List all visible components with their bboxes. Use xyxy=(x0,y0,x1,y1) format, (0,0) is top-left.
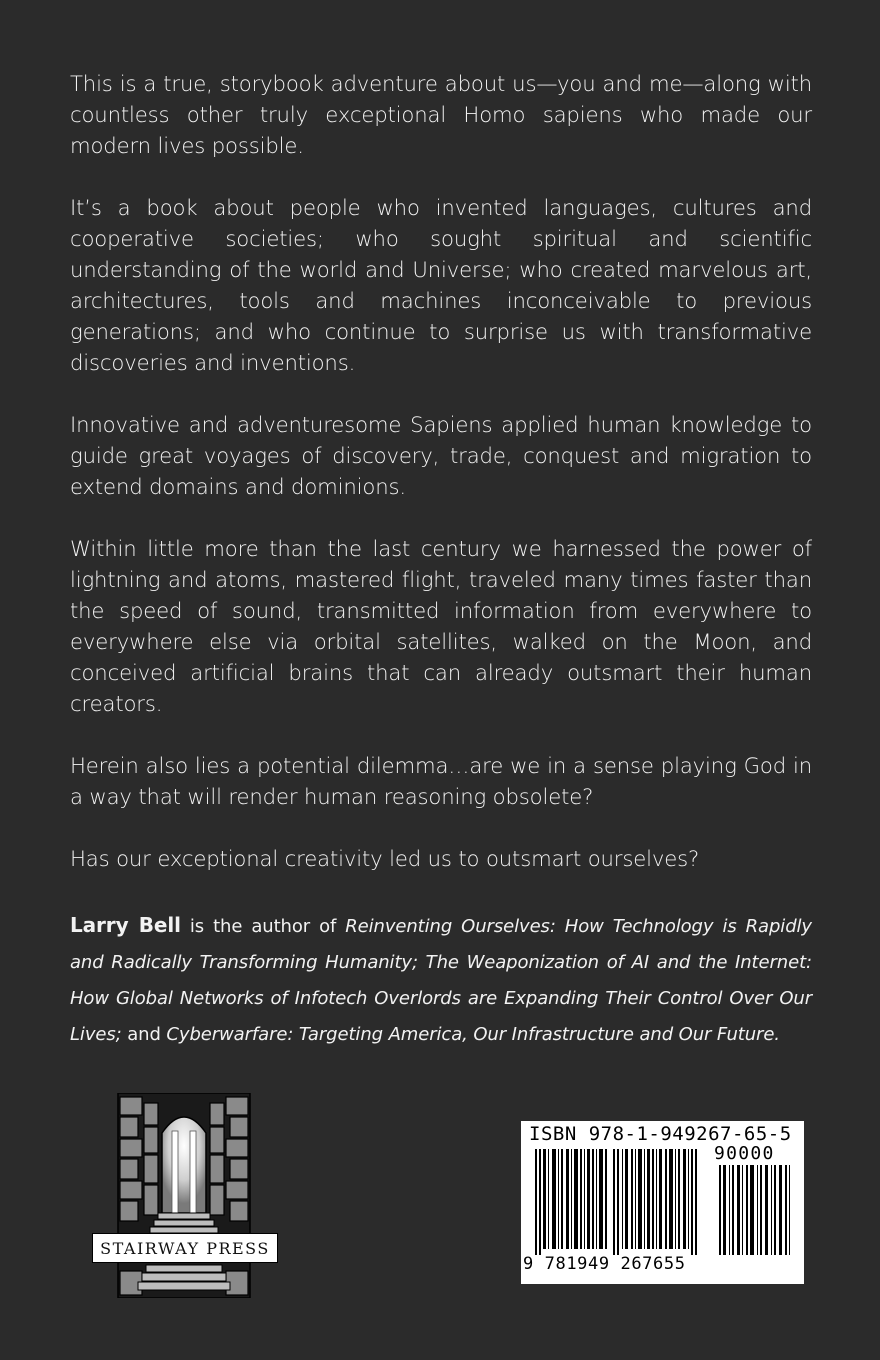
bio-intro: is the author of xyxy=(180,916,346,937)
isbn-barcode xyxy=(521,1121,804,1284)
bio-book-titles: Reinventing Ourselves: How Technology is Rapidly and Radically Transforming Humanity; The Weaponization of AI and the Internet: How Global Networks of Infotech Overlords are Expanding Their Control Over Our Lives; xyxy=(70,916,812,1045)
price-code: 90000 xyxy=(714,1143,775,1164)
cover-blurb xyxy=(70,68,812,905)
publisher-logo xyxy=(92,1093,280,1298)
isbn-label: ISBN 978-1-949267-65-5 xyxy=(529,1123,792,1145)
bio-book-title-last: Cyberwarfare: Targeting America, Our Infrastructure and Our Future. xyxy=(166,1024,780,1045)
blurb-paragraph-5: Herein also lies a potential dilemma…are we in a sense playing God in a way that will render human reasoning obsolete? xyxy=(70,753,812,809)
bio-conjunction: and xyxy=(121,1024,167,1045)
barcode-digits: 9 781949 267655 xyxy=(523,1254,686,1274)
blurb-paragraph-4: Within little more than the last century we harnessed the power of lightning and atoms, mastered flight, traveled many times faster than the speed of sound, transmitted information from everywhere to everywhere else via orbital satellites, walked on the Moon, and conceived artificial brains that can already outsmart their human creators. xyxy=(70,536,812,716)
blurb-paragraph-1: This is a true, storybook adventure about us—you and me—along with countless other truly exceptional Homo sapiens who made our modern lives possible. xyxy=(70,71,812,158)
blurb-paragraph-3: Innovative and adventuresome Sapiens applied human knowledge to guide great voyages of discovery, trade, conquest and migration to extend domains and dominions. xyxy=(70,412,812,499)
author-bio xyxy=(70,907,812,1053)
ean13-bars xyxy=(525,1143,715,1255)
blurb-paragraph-2: It’s a book about people who invented languages, cultures and cooperative societies; who sought spiritual and scientific understanding of the world and Universe; who created marvelous art, architectures, tools and machines inconceivable to previous generations; and who continue to surprise us with transformative discoveries and inventions. xyxy=(70,195,812,375)
author-name: Larry Bell xyxy=(70,913,181,937)
blurb-paragraph-6: Has our exceptional creativity led us to outsmart ourselves? xyxy=(70,846,700,871)
supplemental-bars xyxy=(717,1165,797,1255)
stairway-illustration xyxy=(92,1093,252,1298)
publisher-name: STAIRWAY PRESS xyxy=(92,1233,278,1263)
